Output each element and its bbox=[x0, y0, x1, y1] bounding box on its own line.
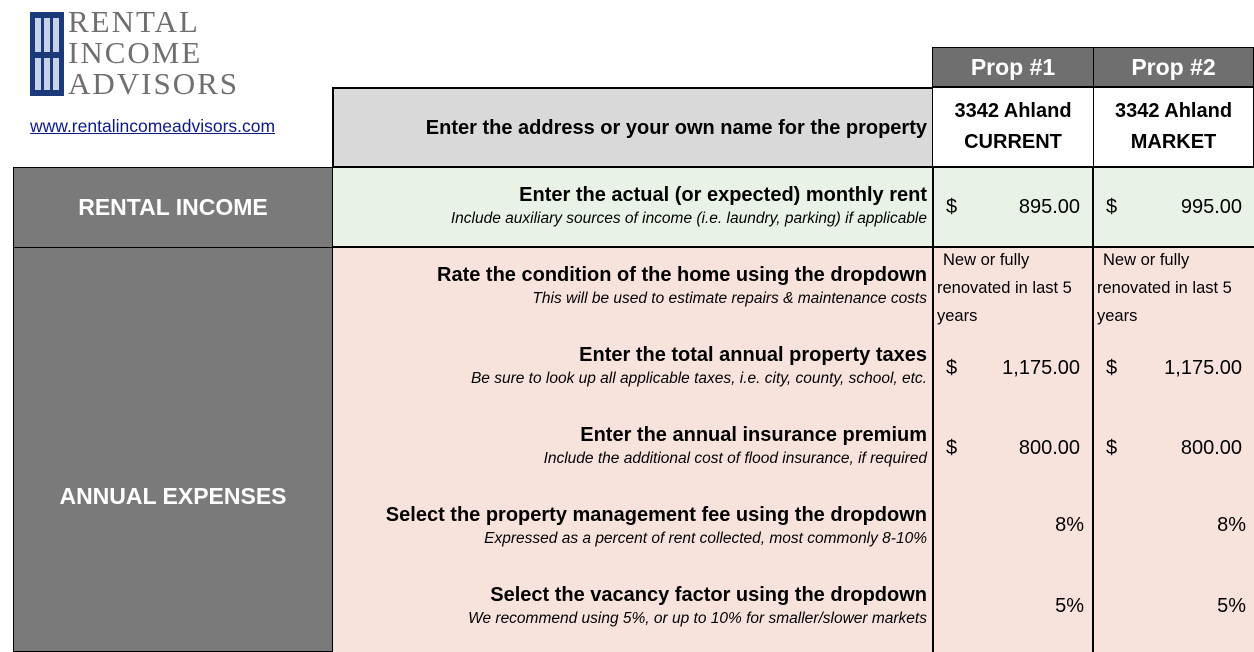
logo-text-rental: RENTAL bbox=[68, 4, 200, 39]
logo-icon bbox=[30, 12, 64, 96]
currency-symbol: $ bbox=[946, 436, 958, 459]
prop1-insurance-input[interactable] bbox=[934, 415, 1092, 481]
prop1-taxes-value: 1,175.00 bbox=[1002, 356, 1080, 379]
insurance-label: Enter the annual insurance premium bbox=[580, 424, 927, 446]
prop2-rent-input[interactable] bbox=[1094, 168, 1254, 246]
logo-text-advisors: ADVISORS bbox=[68, 66, 240, 101]
insurance-sublabel: Include the additional cost of flood insurance, if required bbox=[543, 450, 927, 467]
rent-sublabel: Include auxiliary sources of income (i.e. laundry, parking) if applicable bbox=[450, 210, 927, 227]
management-label: Select the property management fee using the dropdown bbox=[385, 504, 927, 526]
rental-income-section-header: RENTAL INCOME bbox=[13, 167, 333, 248]
taxes-label: Enter the total annual property taxes bbox=[579, 344, 927, 366]
annual-expenses-section-header: ANNUAL EXPENSES bbox=[13, 247, 333, 652]
condition-label: Rate the condition of the home using the dropdown bbox=[437, 264, 927, 286]
prop1-condition-line1: New or fully bbox=[943, 251, 1030, 269]
address-label-text: Enter the address or your own name for the property bbox=[425, 116, 927, 139]
prop2-vacancy-value: 5% bbox=[1217, 595, 1246, 617]
prop2-management-value: 8% bbox=[1217, 514, 1246, 536]
prop2-condition-line3: years bbox=[1097, 307, 1138, 325]
prop2-vacancy-dropdown[interactable] bbox=[1094, 595, 1254, 625]
prop2-address-line1: 3342 Ahland bbox=[1114, 100, 1233, 122]
insurance-row-label bbox=[333, 422, 933, 470]
currency-symbol: $ bbox=[1106, 356, 1118, 379]
prop1-vacancy-dropdown[interactable] bbox=[934, 595, 1092, 625]
prop2-condition-dropdown[interactable] bbox=[1094, 246, 1254, 330]
currency-symbol: $ bbox=[946, 356, 958, 379]
prop1-management-value: 8% bbox=[1055, 514, 1084, 536]
management-sublabel: Expressed as a percent of rent collected, most commonly 8-10% bbox=[484, 530, 927, 547]
prop2-taxes-input[interactable] bbox=[1094, 335, 1254, 401]
prop1-insurance-value: 800.00 bbox=[1018, 436, 1080, 459]
vacancy-sublabel: We recommend using 5%, or up to 10% for smaller/slower markets bbox=[468, 610, 927, 627]
vacancy-row-label bbox=[333, 582, 933, 630]
prop1-rent-value: 895.00 bbox=[1018, 195, 1080, 218]
prop2-condition-line1: New or fully bbox=[1103, 251, 1190, 269]
management-row-label bbox=[333, 502, 933, 550]
prop1-management-dropdown[interactable] bbox=[934, 514, 1092, 544]
prop2-condition-line2: renovated in last 5 bbox=[1097, 279, 1232, 297]
taxes-row-label bbox=[333, 342, 933, 390]
prop2-insurance-value: 800.00 bbox=[1180, 436, 1242, 459]
currency-symbol: $ bbox=[1106, 195, 1118, 218]
prop1-header: Prop #1 bbox=[932, 47, 1094, 87]
prop1-taxes-input[interactable] bbox=[934, 335, 1092, 401]
vacancy-label: Select the vacancy factor using the dropdown bbox=[490, 584, 927, 606]
condition-row-label bbox=[333, 262, 933, 310]
prop2-address-input[interactable] bbox=[1093, 87, 1254, 167]
prop1-rent-input[interactable] bbox=[934, 168, 1092, 246]
rent-row-label bbox=[333, 182, 933, 230]
prop1-condition-line2: renovated in last 5 bbox=[937, 279, 1072, 297]
logo-text-income: INCOME bbox=[68, 35, 203, 70]
currency-symbol: $ bbox=[946, 195, 958, 218]
prop1-condition-dropdown[interactable] bbox=[934, 246, 1092, 330]
condition-sublabel: This will be used to estimate repairs & maintenance costs bbox=[532, 290, 927, 307]
prop1-vacancy-value: 5% bbox=[1055, 595, 1084, 617]
address-label bbox=[332, 87, 933, 167]
website-link[interactable]: www.rentalincomeadvisors.com bbox=[30, 116, 276, 136]
taxes-sublabel: Be sure to look up all applicable taxes, i.e. city, county, school, etc. bbox=[470, 370, 927, 387]
prop1-address-line1: 3342 Ahland bbox=[954, 100, 1072, 122]
prop2-insurance-input[interactable] bbox=[1094, 415, 1254, 481]
prop2-taxes-value: 1,175.00 bbox=[1164, 356, 1242, 379]
prop2-management-dropdown[interactable] bbox=[1094, 514, 1254, 544]
prop2-address-line2: MARKET bbox=[1130, 131, 1217, 153]
prop2-rent-value: 995.00 bbox=[1180, 195, 1242, 218]
prop2-header: Prop #2 bbox=[1093, 47, 1254, 87]
currency-symbol: $ bbox=[1106, 436, 1118, 459]
prop1-condition-line3: years bbox=[937, 307, 978, 325]
prop1-address-input[interactable] bbox=[932, 87, 1094, 167]
rent-label: Enter the actual (or expected) monthly rent bbox=[519, 184, 927, 206]
prop1-address-line2: CURRENT bbox=[964, 131, 1062, 153]
